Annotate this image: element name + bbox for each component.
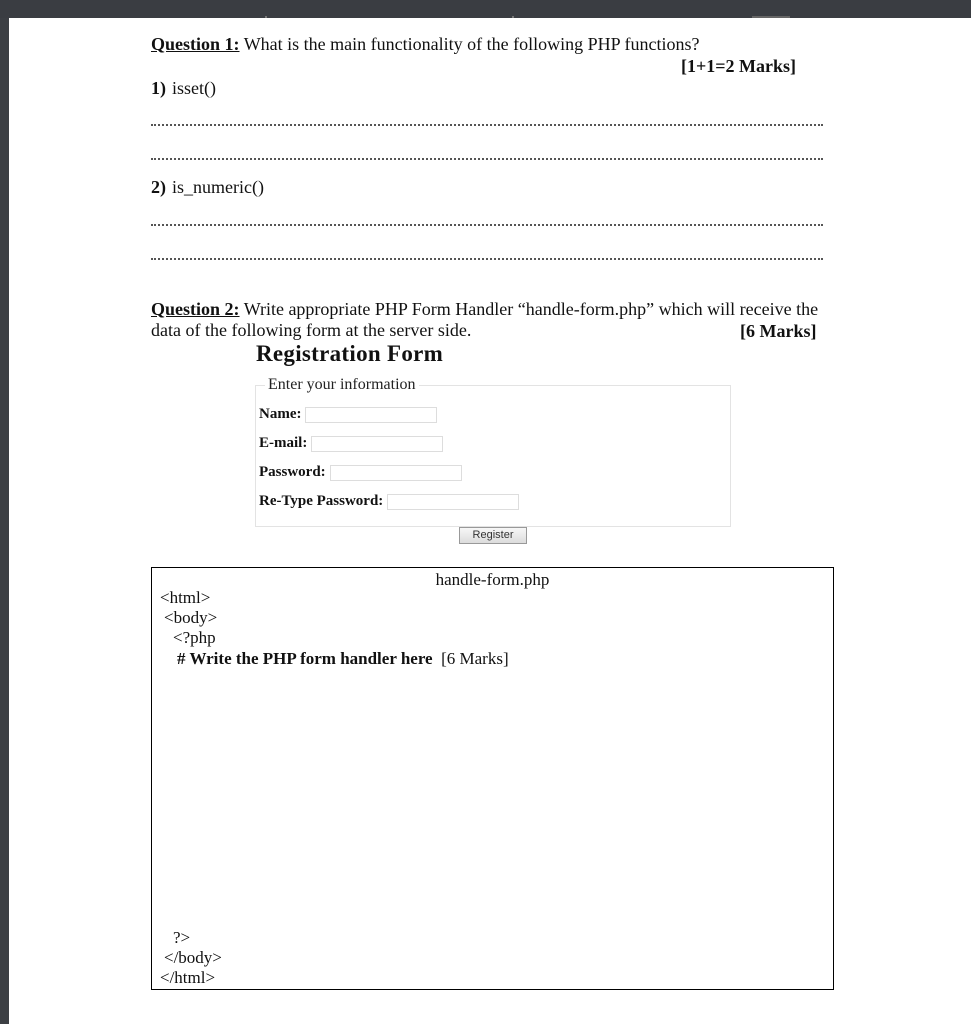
question-1-item xyxy=(151,78,216,99)
item-text: isset() xyxy=(172,78,216,98)
question-2-marks: [6 Marks] xyxy=(740,321,817,341)
answer-line xyxy=(151,258,823,260)
question-2 xyxy=(151,299,841,341)
code-answer-box xyxy=(151,567,834,990)
question-1 xyxy=(151,34,699,55)
item-number: 2) xyxy=(151,177,166,197)
retype-password-input[interactable] xyxy=(387,494,519,510)
field-label: Name: xyxy=(259,406,302,422)
comment-marks: [6 Marks] xyxy=(441,649,509,668)
question-1-text: What is the main functionality of the following PHP functions? xyxy=(239,34,700,54)
item-text: is_numeric() xyxy=(172,177,264,197)
question-2-text: Write appropriate PHP Form Handler “handle-form.php” which will receive the data of the following form at the server side. xyxy=(151,299,819,340)
comment-bold: # Write the PHP form handler here xyxy=(177,649,433,668)
email-input[interactable] xyxy=(311,436,443,452)
question-1-label: Question 1: xyxy=(151,34,240,54)
form-row-password xyxy=(259,464,462,481)
code-line: <html> xyxy=(160,588,211,607)
form-row-email xyxy=(259,435,443,452)
viewer-toolbar xyxy=(0,0,971,18)
password-input[interactable] xyxy=(330,465,462,481)
form-row-name xyxy=(259,406,437,423)
code-line: ?> xyxy=(173,928,191,947)
field-label: Password: xyxy=(259,464,326,480)
form-title: Registration Form xyxy=(256,341,444,366)
form-row-retype-password xyxy=(259,493,519,510)
item-number: 1) xyxy=(151,78,166,98)
form-legend: Enter your information xyxy=(265,376,419,394)
document-page xyxy=(9,18,971,1024)
field-label: E-mail: xyxy=(259,435,308,451)
question-1-marks: [1+1=2 Marks] xyxy=(681,56,796,76)
code-filename: handle-form.php xyxy=(435,570,550,589)
answer-line xyxy=(151,124,823,126)
code-comment xyxy=(177,649,509,669)
name-input[interactable] xyxy=(305,407,437,423)
question-1-item xyxy=(151,177,264,198)
code-line: <?php xyxy=(173,628,216,647)
question-2-label: Question 2: xyxy=(151,299,240,319)
code-line: <body> xyxy=(164,608,218,627)
code-line: </html> xyxy=(160,968,216,987)
code-line: </body> xyxy=(164,948,222,967)
register-button[interactable]: Register xyxy=(459,527,527,544)
field-label: Re-Type Password: xyxy=(259,493,384,509)
answer-line xyxy=(151,224,823,226)
answer-line xyxy=(151,158,823,160)
